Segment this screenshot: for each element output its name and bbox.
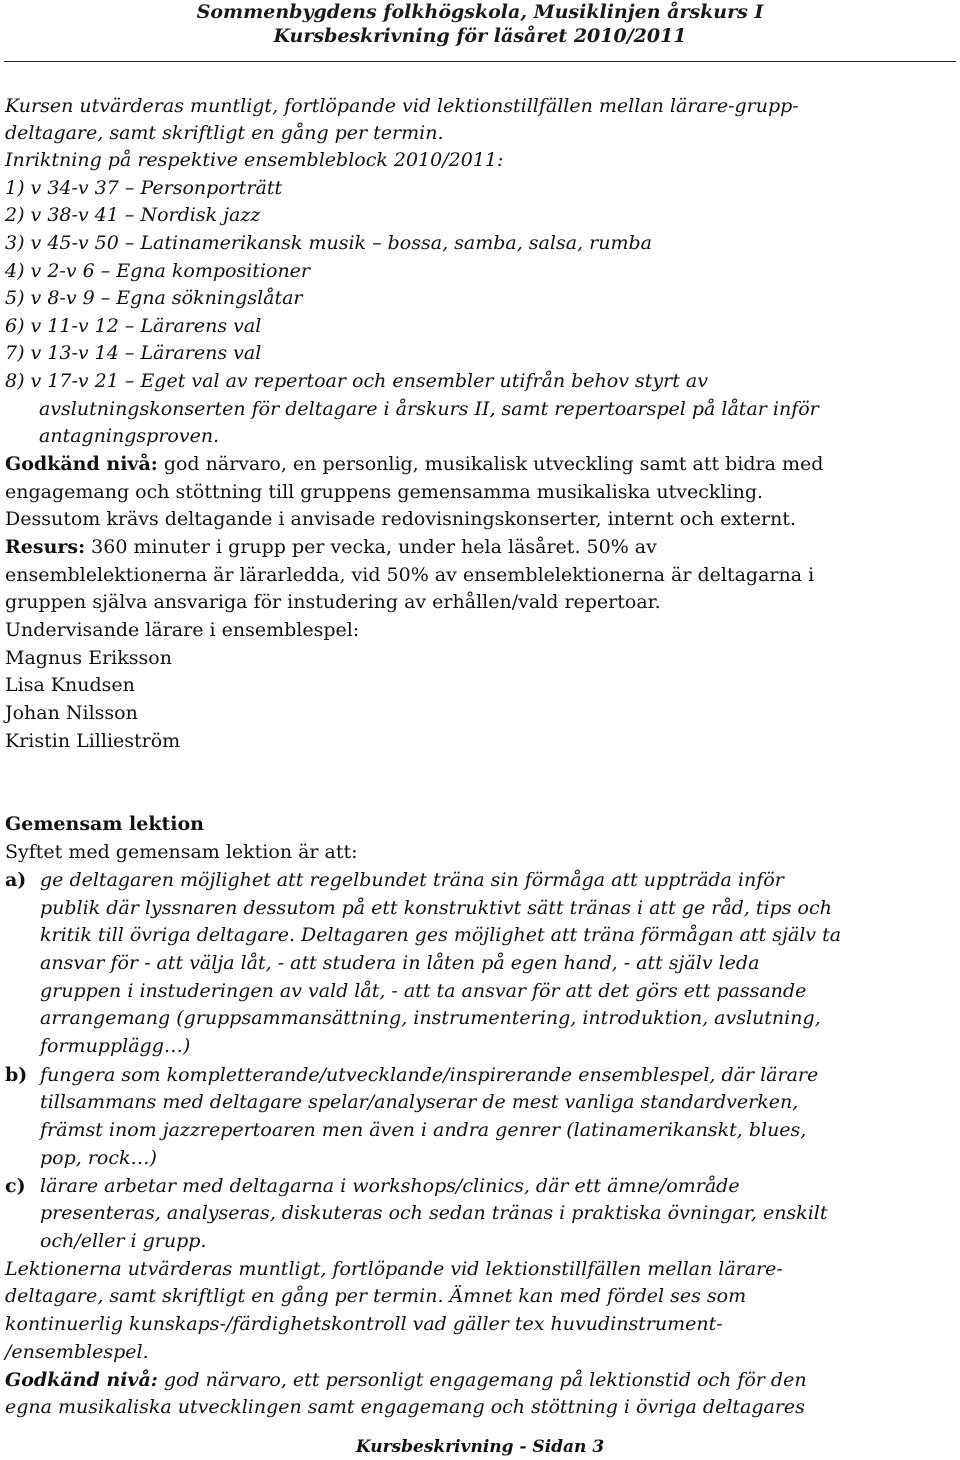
- blocks-intro: Inriktning på respektive ensembleblock 2010/2011:: [5, 149, 504, 171]
- block-item-continuation: antagningsproven.: [39, 425, 220, 447]
- list-item-b-line: fungera som kompletterande/utvecklande/inspirerande ensemblespel, där lärare: [40, 1064, 819, 1086]
- list-label-c: c): [5, 1175, 26, 1197]
- resource-line: ensemblelektionerna är lärarledda, vid 50% av ensemblelektionerna är deltagarna i: [5, 564, 815, 586]
- list-item-a-line: publik där lyssnaren dessutom på ett konstruktivt sätt tränas i att ge råd, tips och: [40, 897, 832, 919]
- teacher-name: Kristin Lillieström: [5, 730, 181, 752]
- list-item-c-line: och/eller i grupp.: [40, 1230, 207, 1252]
- resource-label: Resurs:: [5, 536, 86, 558]
- resource-line: gruppen själva ansvariga för instudering av erhållen/vald repertoar.: [5, 591, 661, 613]
- section-heading: Gemensam lektion: [5, 813, 204, 835]
- approval-level-2-line: egna musikaliska utvecklingen samt engagemang och stöttning i övriga deltagares: [5, 1396, 805, 1418]
- list-item-b-line: främst inom jazzrepertoaren men även i andra genrer (latinamerikanskt, blues,: [40, 1119, 807, 1141]
- block-item: 4) v 2-v 6 – Egna kompositioner: [5, 260, 311, 282]
- block-item: 2) v 38-v 41 – Nordisk jazz: [5, 204, 261, 226]
- evaluation-text-line: deltagare, samt skriftligt en gång per termin.: [5, 122, 444, 144]
- lesson-evaluation-line: Lektionerna utvärderas muntligt, fortlöpande vid lektionstillfällen mellan lärare-: [5, 1258, 783, 1280]
- list-label-a: a): [5, 869, 27, 891]
- page-footer: Kursbeskrivning - Sidan 3: [355, 1437, 605, 1457]
- list-item-a-line: ansvar för - att välja låt, - att studera in låten på egen hand, - att själv leda: [40, 952, 760, 974]
- lesson-evaluation-line: kontinuerlig kunskaps-/färdighetskontroll vad gäller tex huvudinstrument-: [5, 1313, 723, 1335]
- list-item-c-line: lärare arbetar med deltagarna i workshops/clinics, där ett ämne/område: [40, 1175, 740, 1197]
- approval-level-line: [5, 451, 823, 477]
- list-item-a-line: arrangemang (gruppsammansättning, instrumentering, introduktion, avslutning,: [40, 1007, 821, 1029]
- block-item: 3) v 45-v 50 – Latinamerikansk musik – bossa, samba, salsa, rumba: [5, 232, 652, 254]
- header-course-title: Kursbeskrivning för läsåret 2010/2011: [273, 25, 687, 47]
- approval-level-line: Dessutom krävs deltagande i anvisade redovisningskonserter, internt och externt.: [5, 508, 796, 530]
- resource-text: 360 minuter i grupp per vecka, under hela läsåret. 50% av: [85, 536, 657, 558]
- teacher-name: Magnus Eriksson: [5, 647, 172, 669]
- block-item-continuation: avslutningskonserten för deltagare i årskurs II, samt repertoarspel på låtar inför: [39, 398, 819, 420]
- block-item: 8) v 17-v 21 – Eget val av repertoar och ensembler utifrån behov styrt av: [5, 370, 708, 392]
- block-item: 1) v 34-v 37 – Personporträtt: [5, 177, 283, 199]
- teachers-title: Undervisande lärare i ensemblespel:: [5, 619, 360, 641]
- section-intro: Syftet med gemensam lektion är att:: [5, 841, 358, 863]
- list-label-b: b): [5, 1064, 28, 1086]
- teacher-name: Johan Nilsson: [5, 702, 138, 724]
- lesson-evaluation-line: /ensemblespel.: [5, 1341, 149, 1363]
- approval-level-line: engagemang och stöttning till gruppens gemensamma musikaliska utveckling.: [5, 481, 764, 503]
- approval-level-2-line: [5, 1367, 807, 1393]
- list-item-a-line: ge deltagaren möjlighet att regelbundet träna sin förmåga att uppträda inför: [40, 869, 784, 891]
- resource-line: [5, 534, 657, 560]
- approval-level-2-label: Godkänd nivå:: [5, 1369, 158, 1391]
- approval-level-2-text: god närvaro, ett personligt engagemang på lektionstid och för den: [157, 1369, 807, 1391]
- block-item: 6) v 11-v 12 – Lärarens val: [5, 315, 262, 337]
- list-item-b-line: tillsammans med deltagare spelar/analyserar de mest vanliga standardverken,: [40, 1091, 799, 1113]
- teacher-name: Lisa Knudsen: [5, 674, 135, 696]
- list-item-b-line: pop, rock…): [40, 1147, 157, 1169]
- list-item-a-line: formupplägg…): [40, 1035, 191, 1057]
- list-item-a-line: gruppen i instuderingen av vald låt, - att ta ansvar för att det görs ett passande: [40, 980, 807, 1002]
- approval-level-label: Godkänd nivå:: [5, 453, 158, 475]
- header-divider: [4, 61, 956, 62]
- block-item: 7) v 13-v 14 – Lärarens val: [5, 342, 262, 364]
- list-item-a-line: kritik till övriga deltagare. Deltagaren ges möjlighet att träna förmågan att själv ta: [40, 924, 842, 946]
- header-school-title: Sommenbygdens folkhögskola, Musiklinjen årskurs I: [196, 1, 764, 23]
- lesson-evaluation-line: deltagare, samt skriftligt en gång per termin. Ämnet kan med fördel ses som: [5, 1285, 747, 1307]
- evaluation-text-line: Kursen utvärderas muntligt, fortlöpande vid lektionstillfällen mellan lärare-grupp-: [5, 95, 799, 117]
- list-item-c-line: presenteras, analyseras, diskuteras och sedan tränas i praktiska övningar, enskilt: [40, 1202, 828, 1224]
- approval-level-text: god närvaro, en personlig, musikalisk utveckling samt att bidra med: [157, 453, 824, 475]
- block-item: 5) v 8-v 9 – Egna sökningslåtar: [5, 287, 303, 309]
